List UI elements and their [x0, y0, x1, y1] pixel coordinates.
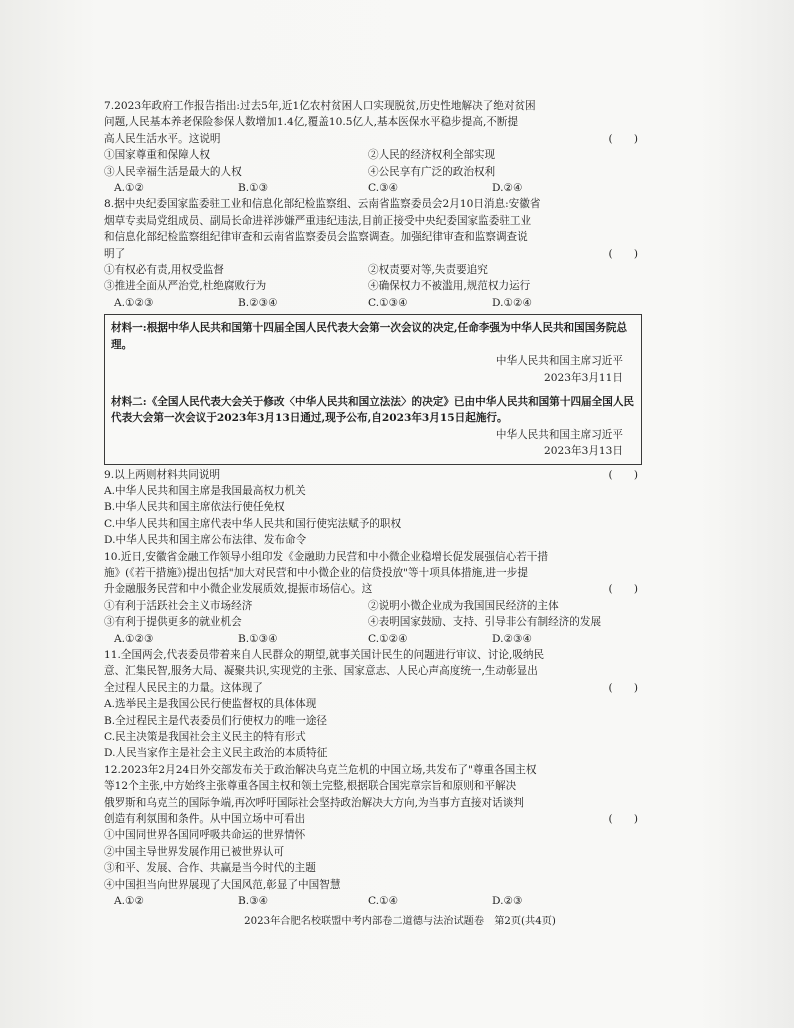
choice-c: C.①④	[368, 895, 399, 908]
question-7-choices	[104, 180, 642, 196]
statement-item: ②权责要对等,失责要追究	[368, 264, 488, 277]
answer-blank: ( )	[608, 813, 638, 826]
question-9-stem-line: 9.以上两则材料共同说明 ( )	[104, 467, 642, 483]
question-7-statements	[104, 147, 642, 180]
choice-b: B.②③④	[238, 296, 278, 309]
question-12-choices	[104, 893, 642, 909]
statement-item: ②中国主导世界发展作用已被世界认可	[104, 845, 285, 858]
question-11-stem-line: 意、汇集民智,服务大局、凝聚共识,实现党的主张、国家意志、人民心声高度统一,生动彰显出	[104, 665, 538, 678]
question-7-stem-line: 7.2023年政府工作报告指出:过去5年,近1亿农村贫困人口实现脱贫,历史性地解决了绝对贫困	[104, 100, 536, 112]
question-12-stem-line: 12.2023年2月24日外交部发布关于政治解决乌克兰危机的中国立场,共发布了"尊重各国主权	[104, 763, 537, 776]
materials-box	[104, 314, 642, 464]
statement-item: ①中国同世界各国同呼吸共命运的世界情怀	[104, 829, 306, 842]
choice-d: D.①②④	[492, 296, 532, 309]
question-10-statements	[104, 598, 642, 631]
choice-b: B.中华人民共和国主席依法行使任免权	[104, 501, 285, 514]
question-8-stem-line: 明了 ( )	[104, 246, 642, 262]
question-10-choices	[104, 631, 642, 647]
question-8-statements	[104, 262, 642, 295]
choice-d: D.②③④	[492, 632, 532, 645]
question-10-stem-line: 10.近日,安徽省金融工作领导小组印发《金融助力民营和中小微企业稳增长促发展强信心若干措	[104, 550, 548, 563]
material-1-date: 2023年3月11日	[544, 371, 623, 384]
question-9	[104, 467, 642, 549]
statement-item: ②人民的经济权利全部实现	[368, 149, 496, 162]
answer-blank: ( )	[608, 468, 638, 481]
question-8-stem-line: 和信息化部纪检监察组纪律审查和云南省监察委员会监察调查。加强纪律审查和监察调查说	[104, 231, 528, 244]
question-12	[104, 762, 642, 910]
choice-b: B.全过程民主是代表委员们行使权力的唯一途径	[104, 714, 328, 727]
choice-a: A.①②	[114, 182, 145, 195]
choice-a: A.①②	[114, 895, 145, 908]
question-12-stem-line: 创造有利氛围和条件。从中国立场中可看出 ( )	[104, 811, 642, 827]
material-2-signature: 中华人民共和国主席习近平	[495, 428, 623, 441]
choice-c: C.中华人民共和国主席代表中华人民共和国行使宪法赋予的职权	[104, 517, 402, 530]
choice-a: A.中华人民共和国主席是我国最高权力机关	[104, 484, 306, 497]
choice-c: C.民主决策是我国社会主义民主的特有形式	[104, 731, 306, 744]
statement-item: ③和平、发展、合作、共赢是当今时代的主题	[104, 862, 316, 875]
choice-a: A.选举民主是我国公民行使监督权的具体体现	[104, 698, 317, 711]
choice-d: D.②③	[492, 895, 523, 908]
question-8	[104, 196, 642, 311]
statement-item: ④表明国家鼓励、支持、引导非公有制经济的发展	[368, 616, 602, 629]
page-footer: 2023年合肥名校联盟中考内部卷二道德与法治试题卷 第2页(共4页)	[244, 916, 556, 927]
choice-c: C.①③④	[368, 296, 408, 309]
choice-c: C.①②④	[368, 632, 408, 645]
material-2-date: 2023年3月13日	[544, 445, 623, 458]
question-10	[104, 549, 642, 647]
exam-content	[104, 98, 642, 910]
choice-b: B.①③	[238, 182, 269, 195]
question-10-stem-line: 施》(《若干措施》)提出包括"加大对民营和中小微企业的信贷投放"等十项具体措施,进一步提	[104, 566, 528, 579]
answer-blank: ( )	[608, 681, 638, 694]
choice-d: D.②④	[492, 182, 523, 195]
choice-c: C.③④	[368, 182, 399, 195]
choice-d: D.中华人民共和国主席公布法律、发布命令	[104, 534, 307, 547]
question-7	[104, 98, 642, 196]
answer-blank: ( )	[608, 132, 638, 145]
statement-item: ③推进全面从严治党,杜绝腐败行为	[104, 280, 267, 293]
answer-blank: ( )	[608, 583, 638, 596]
statement-item: ③人民幸福生活是最大的人权	[104, 165, 242, 178]
question-11-stem-line: 11.全国两会,代表委员带着来自人民群众的期望,就事关国计民生的问题进行审议、讨论,吸纳民	[104, 649, 545, 661]
question-12-stem-line: 俄罗斯和乌克兰的国际争端,再次呼吁国际社会坚持政治解决大方向,为当事方直接对话谈判	[104, 796, 524, 809]
question-7-stem-line: 高人民生活水平。这说明 ( )	[104, 131, 642, 147]
question-12-stem-line: 等12个主张,中方始终主张尊重各国主权和领土完整,根据联合国宪章宗旨和原则和平解决	[104, 780, 517, 793]
choice-b: B.①③④	[238, 632, 278, 645]
answer-blank: ( )	[608, 247, 638, 260]
statement-item: ④公民享有广泛的政治权利	[368, 165, 496, 178]
statement-item: ③有利于提供更多的就业机会	[104, 616, 242, 629]
question-11	[104, 647, 642, 762]
statement-item: ④中国担当向世界展现了大国风范,彰显了中国智慧	[104, 878, 341, 891]
question-8-stem-line: 烟草专卖局党组成员、副局长命进祥涉嫌严重违纪违法,目前正接受中央纪委国家监委驻工业	[104, 214, 532, 227]
statement-item: ①国家尊重和保障人权	[104, 149, 210, 162]
question-7-stem-line: 问题,人民基本养老保险参保人数增加1.4亿,覆盖10.5亿人,基本医保水平稳步提高,不断提	[104, 116, 519, 129]
choice-d: D.人民当家作主是社会主义民主政治的本质特征	[104, 747, 328, 760]
choice-b: B.③④	[238, 895, 269, 908]
statement-item: ②说明小微企业成为我国国民经济的主体	[368, 599, 559, 612]
material-2-text: 材料二:《全国人民代表大会关于修改〈中华人民共和国立法法〉的决定》已由中华人民共和国第十四届全国人民代表大会第一次会议于2023年3月13日通过,现予公布,自2023年3月15日起施行。	[111, 395, 634, 425]
material-1-signature: 中华人民共和国主席习近平	[495, 355, 623, 368]
question-10-stem-line: 升金融服务民营和中小微企业发展质效,提振市场信心。这 ( )	[104, 581, 642, 597]
statement-item: ①有利于活跃社会主义市场经济	[104, 599, 253, 612]
question-8-stem-line: 8.据中央纪委国家监委驻工业和信息化部纪检监察组、云南省监察委员会2月10日消息:安徽省	[104, 198, 541, 211]
choice-a: A.①②③	[114, 296, 154, 309]
question-8-choices	[104, 295, 642, 311]
question-11-stem-line: 全过程人民民主的力量。这体现了 ( )	[104, 680, 642, 696]
material-1-text: 材料一:根据中华人民共和国第十四届全国人民代表大会第一次会议的决定,任命李强为中华人民共和国国务院总理。	[111, 322, 628, 351]
statement-item: ①有权必有责,用权受监督	[104, 264, 224, 277]
choice-a: A.①②③	[114, 632, 154, 645]
statement-item: ④确保权力不被滥用,规范权力运行	[368, 280, 531, 293]
